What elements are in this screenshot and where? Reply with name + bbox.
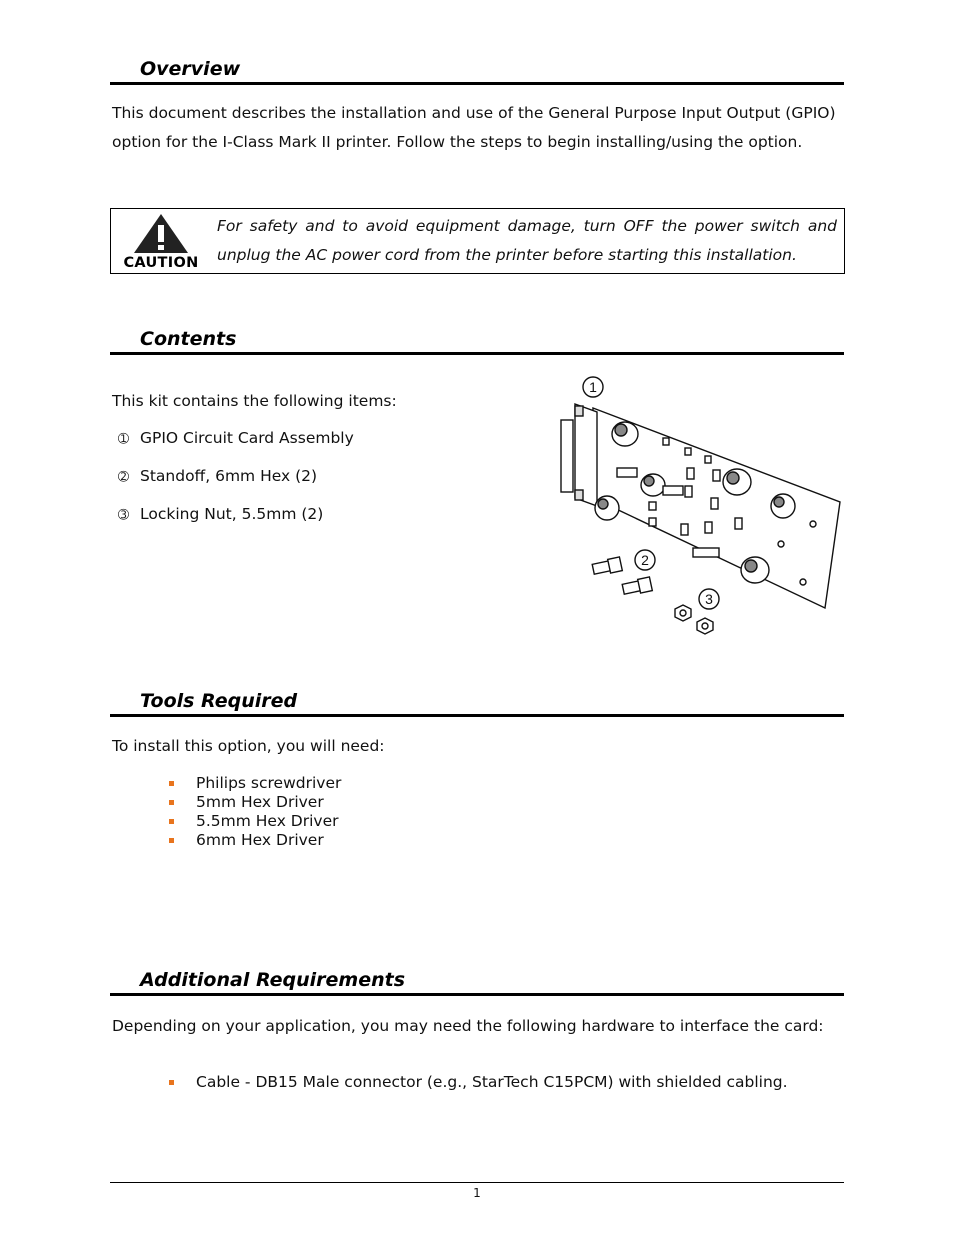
caution-label: CAUTION [123,255,199,271]
figure-callout-3: 3 [705,591,713,607]
figure-callout-2: 2 [641,552,649,568]
tools-intro: To install this option, you will need: [112,737,385,755]
list-item: 6mm Hex Driver [166,831,341,850]
additional-heading: Additional Requirements [140,969,406,991]
item-label: Standoff, 6mm Hex (2) [140,467,318,485]
item-label: GPIO Circuit Card Assembly [140,429,354,447]
item-number: ➁ [118,470,129,485]
list-item: 5.5mm Hex Driver [166,812,341,831]
item-number: ➀ [118,432,129,447]
tools-heading: Tools Required [140,690,298,712]
overview-rule [110,82,844,85]
contents-item [118,505,323,523]
caution-text: For safety and to avoid equipment damage, turn OFF the power switch and unplug the AC power cord from the printer before starting this installation. [217,217,837,264]
bullet-square-icon [169,819,174,824]
caution-triangle-icon [119,211,203,271]
overview-heading: Overview [140,58,241,80]
additional-rule [110,993,844,996]
figure-callout-1: 1 [589,379,597,395]
contents-intro: This kit contains the following items: [112,392,397,410]
bullet-square-icon [169,838,174,843]
list-item: 5mm Hex Driver [166,793,341,812]
overview-body: This document describes the installation and use of the General Purpose Input Output (GPIO) option for the I-Class Mark II printer. Follow the steps to begin installing/using the option. [112,104,836,151]
kit-illustration [545,372,845,640]
additional-list [166,1073,788,1092]
bullet-square-icon [169,781,174,786]
contents-rule [110,352,844,355]
footer-rule [110,1182,844,1183]
list-item: Philips screwdriver [166,774,341,793]
contents-heading: Contents [140,328,237,350]
tools-rule [110,714,844,717]
bullet-square-icon [169,1080,174,1085]
page-number: 1 [473,1186,481,1200]
item-label: Locking Nut, 5.5mm (2) [140,505,324,523]
bullet-square-icon [169,800,174,805]
item-number: ➂ [118,508,129,523]
additional-intro: Depending on your application, you may need the following hardware to interface the card: [112,1017,824,1035]
contents-item [118,429,354,447]
list-item: Cable - DB15 Male connector (e.g., StarTech C15PCM) with shielded cabling. [166,1073,788,1092]
contents-item [118,467,317,485]
caution-box [110,208,845,274]
tools-list [166,774,341,850]
